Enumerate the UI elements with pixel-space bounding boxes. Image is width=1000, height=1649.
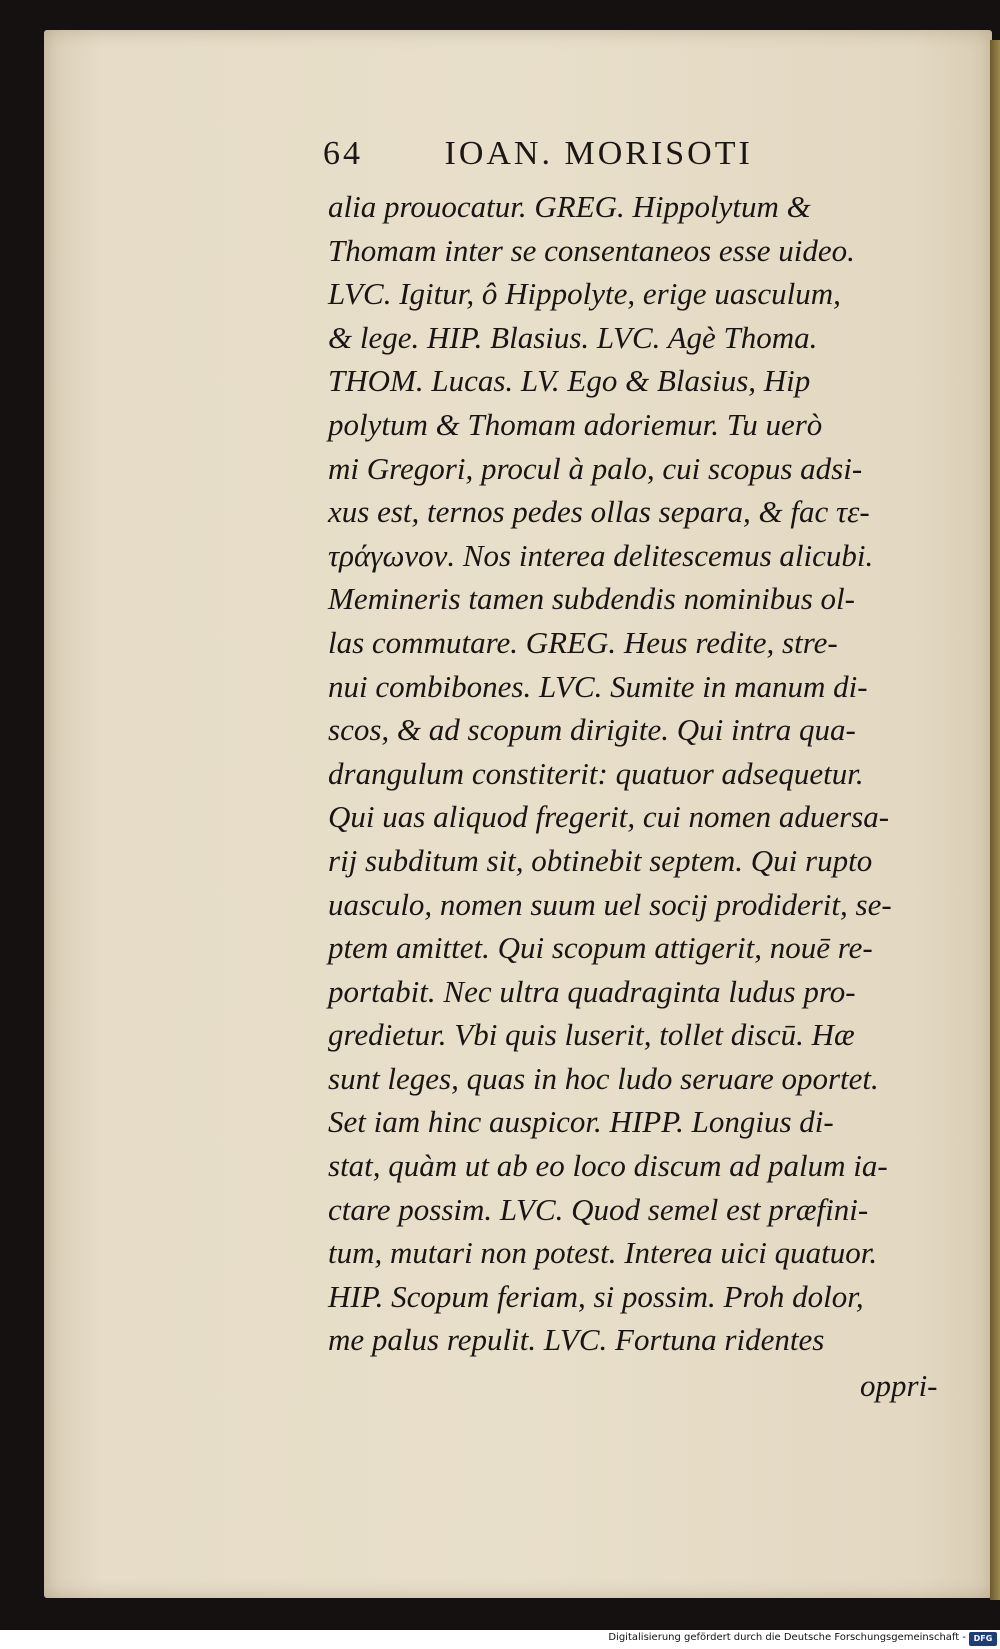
running-head: IOAN. MORISOTI: [444, 135, 753, 172]
text-line: sunt leges, quas in hoc ludo seruare oportet.: [328, 1060, 879, 1096]
text-line: alia prouocatur. GREG. Hippolytum &: [328, 189, 811, 224]
text-line: xus est, ternos pedes ollas separa, & fac τε-: [328, 494, 870, 530]
text-line: las commutare. GREG. Heus redite, stre-: [328, 624, 838, 660]
text-line: rij subditum sit, obtinebit septem. Qui rupto: [328, 842, 873, 878]
text-line: Set iam hinc auspicor. HIPP. Longius di-: [328, 1104, 834, 1140]
page-number: 64: [323, 135, 363, 172]
page-edge: [990, 40, 1000, 1600]
body-text: [328, 185, 968, 1362]
catchword: oppri-: [860, 1368, 938, 1403]
text-line: me palus repulit. LVC. Fortuna ridentes: [328, 1322, 825, 1358]
text-line: LVC. Igitur, ô Hippolyte, erige uasculum,: [328, 276, 841, 312]
text-line: & lege. HIP. Blasius. LVC. Agè Thoma.: [328, 319, 818, 355]
text-line: HIP. Scopum feriam, si possim. Proh dolor,: [328, 1278, 864, 1314]
text-line: tum, mutari non potest. Interea uici quatuor.: [328, 1235, 878, 1271]
text-line: Memineris tamen subdendis nominibus ol-: [328, 581, 855, 617]
text-line: Thomam inter se consentaneos esse uideo.: [328, 232, 855, 268]
text-line: gredietur. Vbi quis luserit, tollet discū. Hæ: [328, 1017, 855, 1053]
text-line: drangulum constiterit: quatuor adsequetur.: [328, 755, 864, 791]
text-line: THOM. Lucas. LV. Ego & Blasius, Hip: [328, 363, 811, 399]
dfg-logo: DFG: [969, 1632, 997, 1646]
text-line: polytum & Thomam adoriemur. Tu uerò: [328, 406, 823, 442]
text-line: scos, & ad scopum dirigite. Qui intra qua-: [328, 712, 856, 748]
text-line: uasculo, nomen suum uel socij prodiderit, se-: [328, 886, 892, 922]
text-line: τράγωνον. Nos interea delitescemus alicubi.: [328, 537, 874, 573]
text-line: nui combibones. LVC. Sumite in manum di-: [328, 668, 868, 704]
text-line: Qui uas aliquod fregerit, cui nomen aduersa-: [328, 799, 890, 835]
running-header: [323, 135, 963, 185]
text-line: mi Gregori, procul à palo, cui scopus adsi-: [328, 450, 863, 486]
text-line: portabit. Nec ultra quadraginta ludus pro-: [328, 973, 856, 1009]
text-line: stat, quàm ut ab eo loco discum ad palum ia-: [328, 1148, 888, 1184]
footer-bar: [0, 1630, 1000, 1649]
text-line: ptem amittet. Qui scopum attigerit, nouē re-: [328, 930, 873, 966]
text-line: ctare possim. LVC. Quod semel est præfini-: [328, 1191, 869, 1227]
funding-credit: Digitalisierung gefördert durch die Deutsche Forschungsgemeinschaft -: [608, 1632, 966, 1643]
